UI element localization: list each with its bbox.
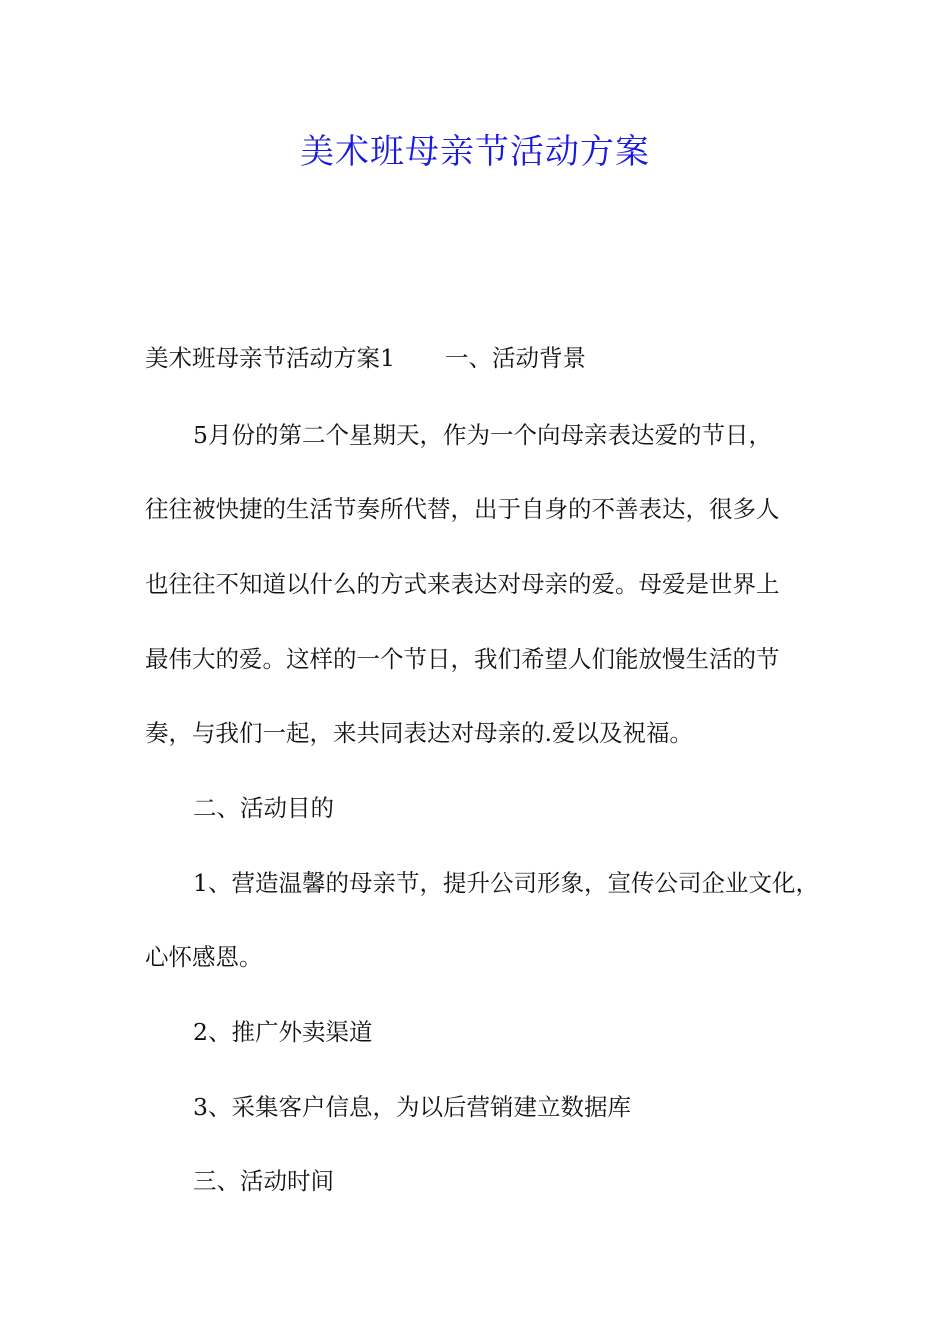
paragraph-line: 最伟大的爱。这样的一个节日，我们希望人们能放慢生活的节 xyxy=(145,645,780,673)
section2-heading: 二、活动目的 xyxy=(193,794,334,822)
list-item: 3、采集客户信息，为以后营销建立数据库 xyxy=(193,1093,631,1121)
paragraph-line: 也往往不知道以什么的方式来表达对母亲的爱。母爱是世界上 xyxy=(145,570,780,598)
plan-heading-line xyxy=(145,340,845,376)
paragraph-line: 往往被快捷的生活节奏所代替，出于自身的不善表达，很多人 xyxy=(145,495,780,523)
paragraph-line: 奏，与我们一起，来共同表达对母亲的.爱以及祝福。 xyxy=(145,719,693,747)
paragraph-line: 心怀感恩。 xyxy=(145,943,263,971)
paragraph-line: 5月份的第二个星期天，作为一个向母亲表达爱的节日， xyxy=(193,421,772,449)
list-item: 2、推广外卖渠道 xyxy=(193,1018,373,1046)
document-title: 美术班母亲节活动方案 xyxy=(300,132,650,172)
paragraph-line: 1、营造温馨的母亲节，提升公司形象，宣传公司企业文化， xyxy=(193,869,819,897)
section1-heading: 一、活动背景 xyxy=(444,344,586,372)
section3-heading: 三、活动时间 xyxy=(193,1167,334,1195)
plan-heading: 美术班母亲节活动方案1 xyxy=(145,344,395,372)
